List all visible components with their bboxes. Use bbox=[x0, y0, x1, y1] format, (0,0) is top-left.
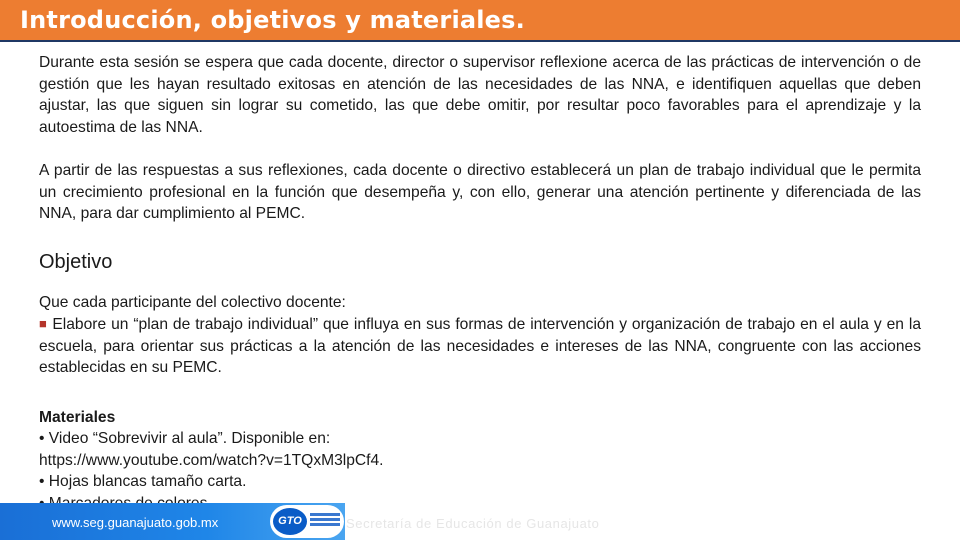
objective-item bbox=[39, 313, 921, 379]
materials-heading: Materiales bbox=[39, 408, 116, 426]
footer-secretaria: Secretaría de Educación de Guanajuato bbox=[346, 516, 600, 531]
objective-intro: Que cada participante del colectivo docente: bbox=[39, 293, 346, 311]
slide-content bbox=[39, 52, 921, 514]
objective-item-text: Elabore un “plan de trabajo individual” que influya en sus formas de intervención y organización de trabajo en el aula y en la escuela, para orientar sus prácticas a la atención de las necesidades e intereses de las NNA, congruente con las acciones establecidas en su PEMC. bbox=[39, 316, 922, 376]
logo-lines-icon bbox=[310, 513, 340, 528]
materials-item-video: • Video “Sobrevivir al aula”. Disponible en: bbox=[39, 430, 331, 447]
materials-item-url[interactable]: https://www.youtube.com/watch?v=1TQxM3lpCf4. bbox=[39, 451, 384, 469]
intro-paragraph-1: Durante esta sesión se espera que cada docente, director o supervisor reflexione acerca de las prácticas de intervención o de gestión que les hayan resultado exitosas en atención de las necesidades de las NNA, e identifiquen aquellas que deben ajustar, las que siguen sin lograr su cometido, las que debe omitir, por resultar poco favorables para el aprendizaje y la autoestima de las NNA. bbox=[39, 54, 921, 136]
footer-band bbox=[0, 503, 345, 540]
materials-item-paper: • Hojas blancas tamaño carta. bbox=[39, 473, 247, 490]
footer bbox=[0, 503, 960, 540]
gto-logo-mark: GTO bbox=[273, 508, 307, 535]
gto-logo bbox=[270, 505, 344, 538]
objective-heading: Objetivo bbox=[39, 250, 113, 273]
square-bullet-icon: ■ bbox=[39, 316, 48, 331]
title-bar bbox=[0, 0, 960, 42]
footer-url-link[interactable]: www.seg.guanajuato.gob.mx bbox=[52, 515, 219, 530]
slide-title: Introducción, objetivos y materiales. bbox=[20, 6, 525, 34]
intro-paragraph-2: A partir de las respuestas a sus reflexiones, cada docente o directivo establecerá un plan de trabajo individual que le permita un crecimiento profesional en la función que desempeña y, con ello, generar una atención pertinente y diferenciada de las NNA, para dar cumplimiento al PEMC. bbox=[39, 162, 921, 222]
